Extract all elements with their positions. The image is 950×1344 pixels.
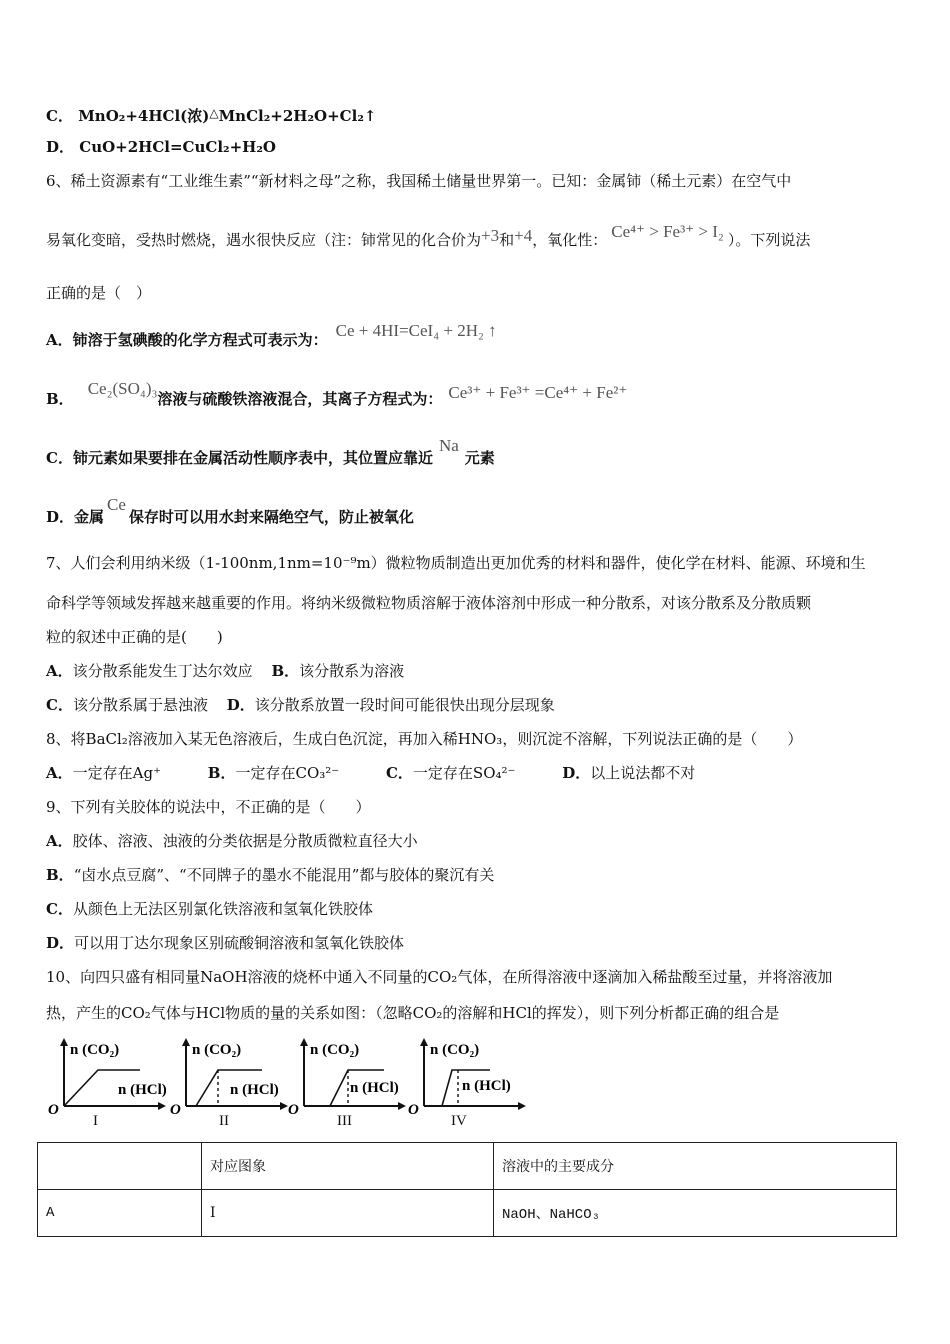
q6-option-a: A．铈溶于氢碘酸的化学方程式可表示为： Ce + 4HI=CeI₄ + 2H₂ ↑	[46, 321, 497, 349]
q5-option-d: D． CuO+2HCl=CuCl₂+H₂O	[46, 138, 276, 156]
graph-iii-label: III	[337, 1113, 352, 1129]
table-header-row	[38, 1143, 897, 1190]
heat-symbol: △	[209, 106, 219, 120]
q7-stem-line3: 粒的叙述中正确的是( )	[46, 628, 223, 646]
q6-stem-line2: 易氧化变暗，受热时燃烧，遇水很快反应（注：铈常见的化合价为+3和+4，氧化性： Ce⁴⁺ > Fe³⁺ > I₂ ）。下列说法	[46, 222, 811, 249]
table-cell: Ⅰ	[202, 1190, 494, 1237]
cerium-hi-equation: Ce + 4HI=CeI₄ + 2H₂ ↑	[335, 321, 497, 340]
oxidizing-order-formula: Ce⁴⁺ > Fe³⁺ > I₂	[611, 222, 724, 241]
graph-iv-ylabel: n (CO₂)	[430, 1042, 480, 1058]
q7-stem-line1: 7、人们会利用纳米级（1-100nm,1nm=10⁻⁹m）微粒物质制造出更加优秀的材料和器件，使化学在材料、能源、环境和生	[46, 554, 866, 572]
q6-option-d: D．金属Ce保存时可以用水封来隔绝空气，防止被氧化	[46, 495, 414, 526]
graph-iv	[404, 1036, 530, 1116]
graph-i	[44, 1036, 170, 1116]
cerium-sulfate-formula: Ce₂(SO₄)₃	[87, 379, 158, 398]
graph-ii-label: II	[219, 1113, 229, 1129]
q9-option-a: A．胶体、溶液、浊液的分类依据是分散质微粒直径大小	[46, 832, 418, 850]
ionic-equation: Ce³⁺ + Fe³⁺ =Ce⁴⁺ + Fe²⁺	[448, 383, 628, 402]
graph-iv-label: IV	[451, 1113, 467, 1129]
q8-stem: 8、将BaCl₂溶液加入某无色溶液后，生成白色沉淀，再加入稀HNO₃，则沉淀不溶解，下列说法正确的是（ ）	[46, 730, 803, 748]
q10-table	[37, 1142, 897, 1237]
graph-ii-origin: O	[170, 1102, 181, 1116]
q7-stem-line2: 命科学等领域发挥越来越重要的作用。将纳米级微粒物质溶解于液体溶剂中形成一种分散系，对该分散系及分散质颗	[46, 594, 812, 612]
graph-iii	[284, 1036, 410, 1116]
graph-ii-ylabel: n (CO₂)	[192, 1042, 242, 1058]
q9-option-d: D．可以用丁达尔现象区别硫酸铜溶液和氢氧化铁胶体	[46, 934, 405, 952]
graph-iii-xlabel: n (HCl)	[350, 1080, 399, 1096]
graph-iii-ylabel: n (CO₂)	[310, 1042, 360, 1058]
graph-i-xlabel: n (HCl)	[118, 1082, 167, 1098]
graph-i-ylabel: n (CO₂)	[70, 1042, 120, 1058]
q6-stem-line3: 正确的是（ ）	[46, 284, 152, 302]
q10-stem-line2: 热，产生的CO₂气体与HCl物质的量的关系如图：（忽略CO₂的溶解和HCl的挥发），则下列分析都正确的组合是	[46, 1004, 780, 1022]
cerium-symbol: Ce	[107, 495, 126, 514]
graph-iii-origin: O	[288, 1102, 299, 1116]
graph-iv-xlabel: n (HCl)	[462, 1078, 511, 1094]
table-cell: NaOH、NaHCO₃	[494, 1190, 897, 1237]
q9-option-b: B．“卤水点豆腐”、“不同牌子的墨水不能混用”都与胶体的聚沉有关	[46, 866, 495, 884]
table-cell: A	[38, 1190, 202, 1237]
q6-option-b: B．Ce₂(SO₄)₃溶液与硫酸铁溶液混合，其离子方程式为： Ce³⁺ + Fe³⁺ =Ce⁴⁺ + Fe²⁺	[46, 379, 628, 408]
table-row	[38, 1190, 897, 1237]
sodium-symbol: Na	[438, 436, 459, 455]
table-header-cell: 溶液中的主要成分	[494, 1143, 897, 1190]
graph-i-origin: O	[48, 1102, 59, 1116]
q5-option-c: C． MnO₂+4HCl(浓)△MnCl₂+2H₂O+Cl₂↑	[46, 106, 377, 125]
q9-stem: 9、下列有关胶体的说法中，不正确的是（ ）	[46, 798, 371, 816]
table-header-cell	[38, 1143, 202, 1190]
q7-options-ab: A．该分散系能发生丁达尔效应 B．该分散系为溶液	[46, 662, 405, 680]
table-header-cell: 对应图象	[202, 1143, 494, 1190]
q6-stem-line1: 6、稀土资源素有“工业维生素”“新材料之母”之称，我国稀土储量世界第一。已知：金属铈（稀土元素）在空气中	[46, 172, 792, 190]
graph-ii	[166, 1036, 292, 1116]
graph-ii-xlabel: n (HCl)	[230, 1082, 279, 1098]
graph-iv-origin: O	[408, 1102, 419, 1116]
q8-options: A．一定存在Ag⁺ B．一定存在CO₃²⁻ C．一定存在SO₄²⁻ D．以上说法都不对	[46, 764, 696, 782]
q10-stem-line1: 10、向四只盛有相同量NaOH溶液的烧杯中通入不同量的CO₂气体，在所得溶液中逐滴加入稀盐酸至过量，并将溶液加	[46, 968, 833, 986]
q9-option-c: C．从颜色上无法区别氯化铁溶液和氢氧化铁胶体	[46, 900, 373, 918]
q7-options-cd: C．该分散系属于悬浊液 D．该分散系放置一段时间可能很快出现分层现象	[46, 696, 555, 714]
graph-i-label: I	[93, 1113, 98, 1129]
q6-option-c: C．铈元素如果要排在金属活动性顺序表中，其位置应靠近Na元素	[46, 436, 495, 467]
